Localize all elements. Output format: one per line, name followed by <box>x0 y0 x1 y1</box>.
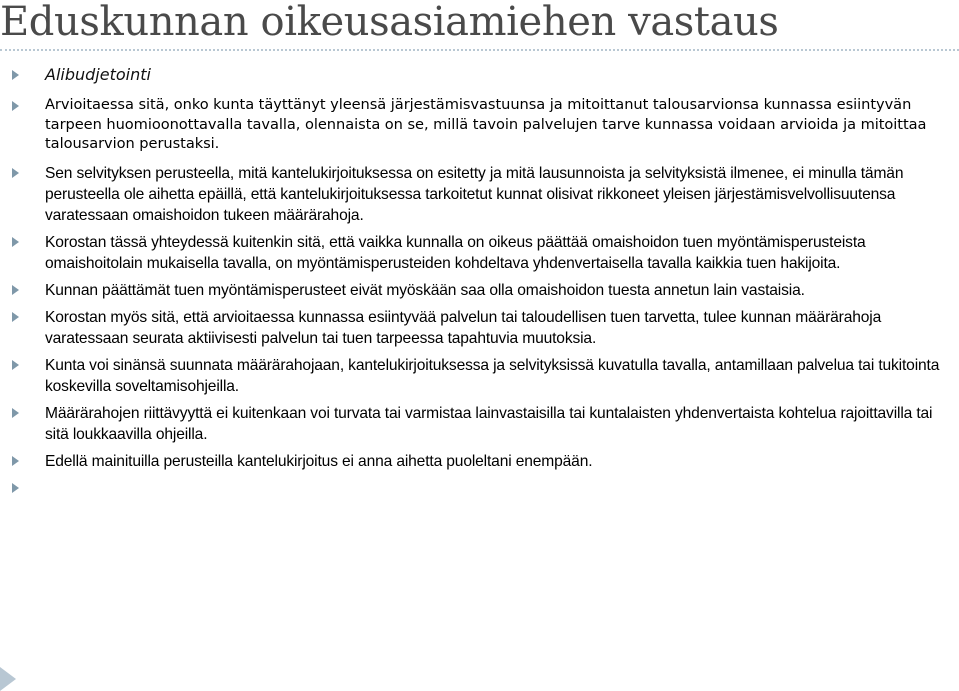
slide-title: Eduskunnan oikeusasiamiehen vastaus <box>0 0 779 44</box>
bullet-text: Edellä mainituilla perusteilla kantelukirjoitus ei anna aihetta puoleltani enempään. <box>45 452 593 470</box>
bullet-triangle-icon <box>12 312 19 322</box>
bullet-triangle-icon <box>12 168 19 178</box>
bullet-text <box>45 478 951 499</box>
bullet-triangle-icon <box>12 237 19 247</box>
bullet-triangle-icon <box>12 360 19 370</box>
bullet-triangle-icon <box>12 483 19 493</box>
bullet-item <box>0 64 959 85</box>
bullet-item <box>0 307 959 349</box>
bullet-text: Korostan tässä yhteydessä kuitenkin sitä, että vaikka kunnalla on oikeus päättää omaishoidon tuen myöntämisperusteista omaishoitolain mukaisella tavalla, on myöntämisperusteiden kohdeltava yhdenvertaisella tavalla kaikkia tuen hakijoita. <box>45 233 866 272</box>
bullet-triangle-icon <box>12 101 19 111</box>
bullet-item <box>0 280 959 301</box>
bullet-triangle-icon <box>12 408 19 418</box>
bullet-triangle-icon <box>12 70 19 80</box>
bullet-item <box>0 232 959 274</box>
bullet-text: Kunta voi sinänsä suunnata määrärahojaan, kantelukirjoituksessa ja selvityksissä kuvatulla tavalla, antamillaan palvelua tai tukitointa koskevilla soveltamisohjeilla. <box>45 356 940 395</box>
bullet-item <box>0 451 959 472</box>
title-divider <box>0 49 959 51</box>
bullet-text: Sen selvityksen perusteella, mitä kantelukirjoituksessa on esitetty ja mitä lausunnoista ja selvityksistä ilmenee, ei minulla tämän perusteella ole aihetta epäillä, että kantelukirjoituksessa tarkoitetut kunnat olisivat rikkoneet yleisen järjestämisvelvollisuutensa varatessaan omaishoidon tukeen määrärahoja. <box>45 164 904 224</box>
bullet-text: Alibudjetointi <box>45 65 151 84</box>
bullet-triangle-icon <box>12 285 19 295</box>
bullet-item <box>0 95 959 154</box>
bullet-text: Määrärahojen riittävyyttä ei kuitenkaan voi turvata tai varmistaa lainvastaisilla tai kuntalaisten yhdenvertaista kohtelua rajoittavilla tai sitä loukkaavilla ohjeilla. <box>45 404 933 443</box>
bullet-text: Arvioitaessa sitä, onko kunta täyttänyt yleensä järjestämisvastuunsa ja mitoittanut talousarvionsa kunnassa esiintyvän tarpeen huomioonottavalla tavalla, olennaista on se, millä tavoin palvelujen tarve kunnassa voidaan arvioida ja mitoittaa talousarvion perustaksi. <box>45 96 927 152</box>
bullet-item <box>0 355 959 397</box>
bullet-list <box>0 64 959 505</box>
bullet-text: Kunnan päättämät tuen myöntämisperusteet eivät myöskään saa olla omaishoidon tuesta annetun lain vastaisia. <box>45 281 805 299</box>
bullet-item <box>0 163 959 226</box>
bullet-item <box>0 403 959 445</box>
bullet-triangle-icon <box>12 456 19 466</box>
corner-triangle-icon <box>0 667 16 691</box>
bullet-item-empty <box>0 478 959 499</box>
bullet-text: Korostan myös sitä, että arvioitaessa kunnassa esiintyvää palvelun tai taloudellisen tuen tarvetta, tulee kunnan määrärahoja varatessaan seurata aktiivisesti palvelun tai tuen tarpeessa tapahtuvia muutoksia. <box>45 308 882 347</box>
